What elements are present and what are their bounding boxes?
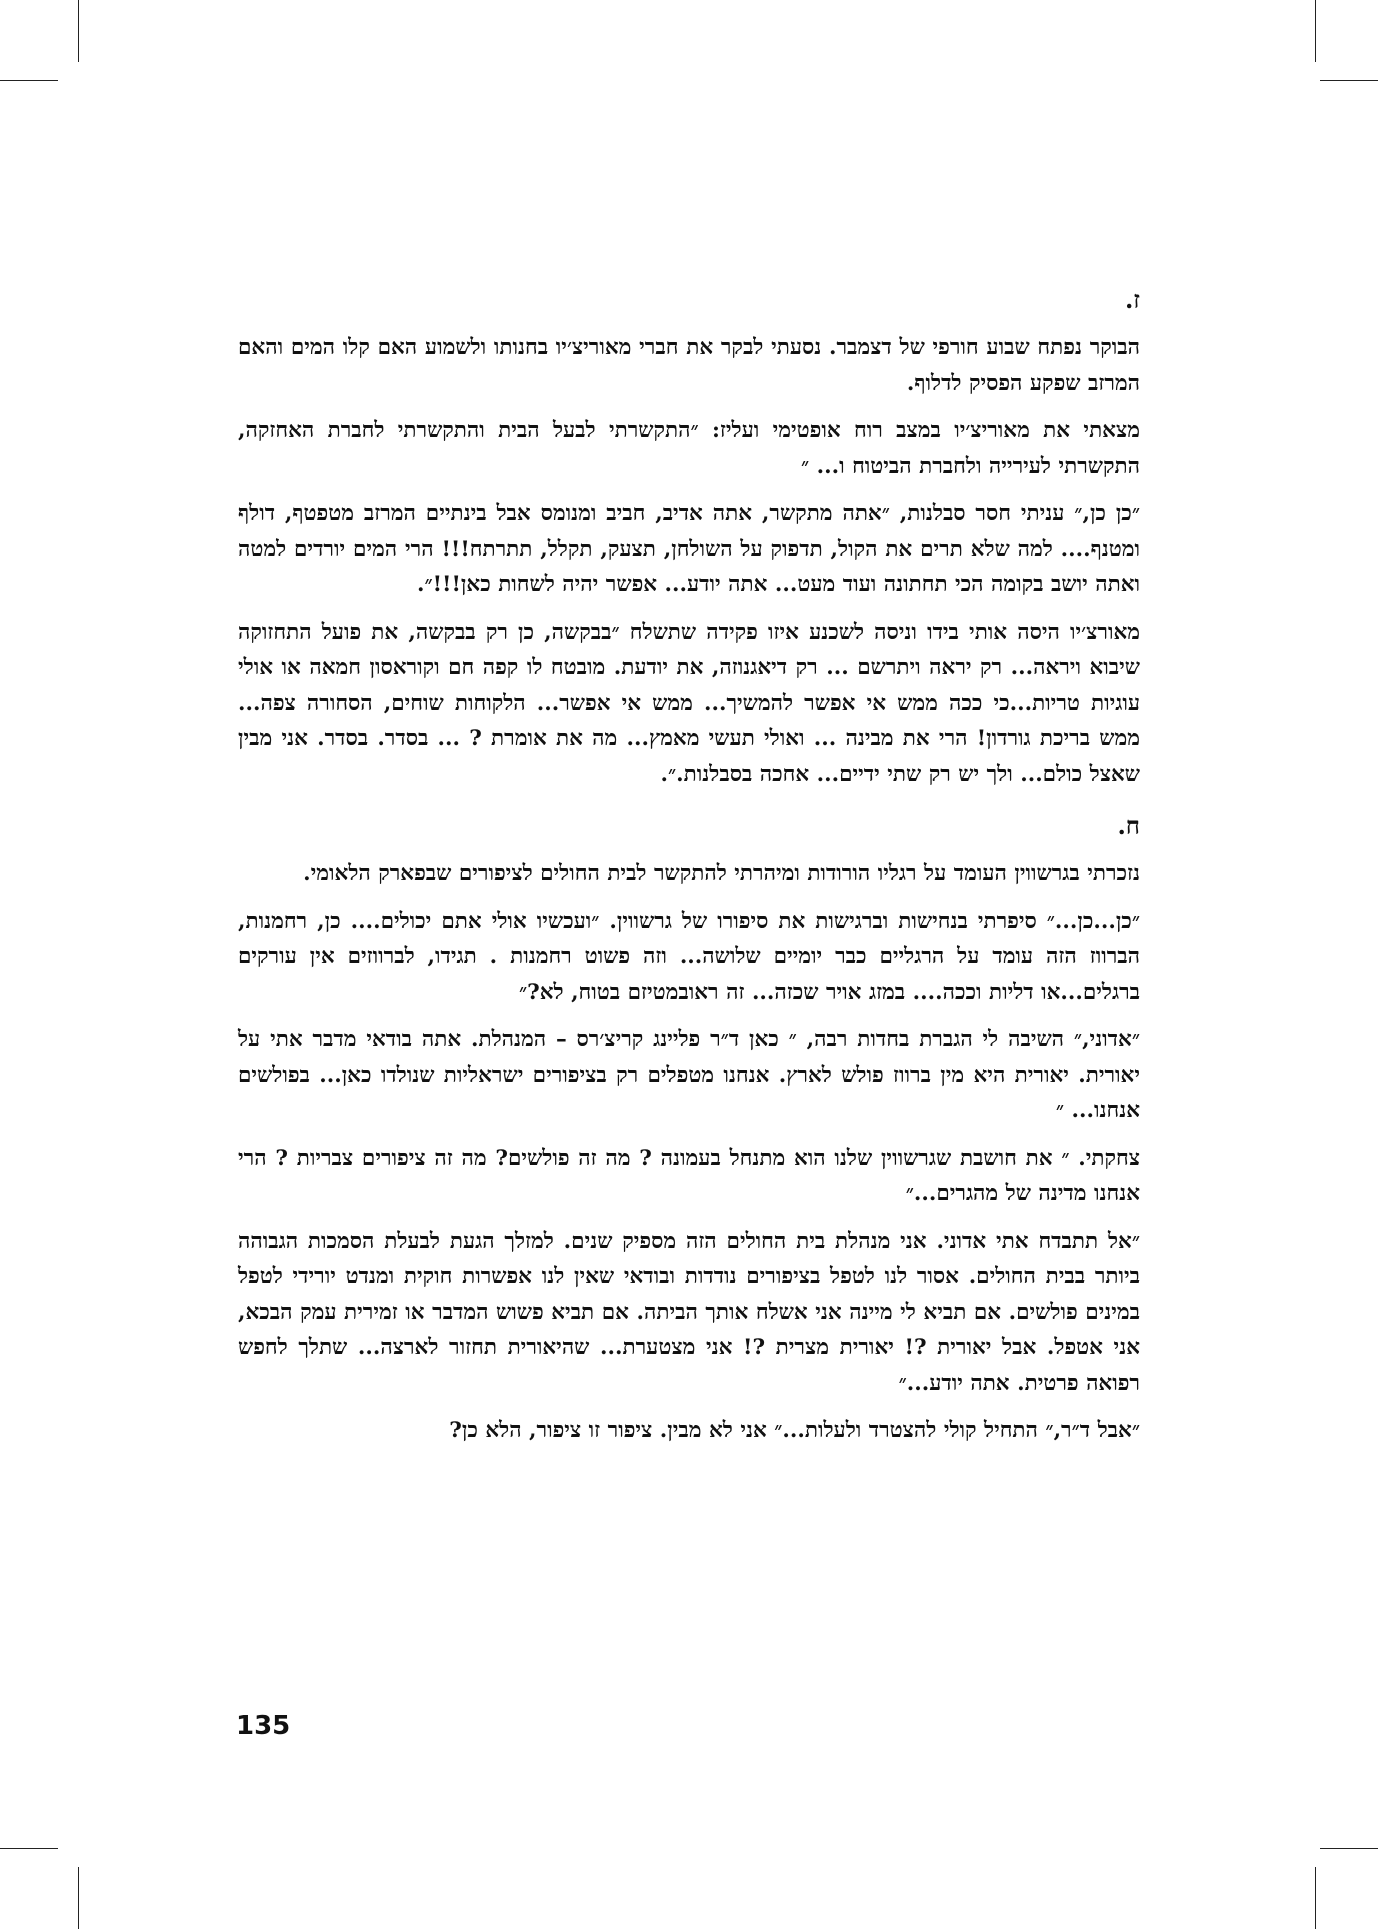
body-text xyxy=(238,282,1140,1461)
crop-mark-right-upper xyxy=(1320,80,1378,81)
paragraph: ״כן כן,״ עניתי חסר סבלנות, ״אתה מתקשר, אתה אדיב, חביב ומנומס אבל בינתיים המרזב מטפטף, דולף ומטנף.... למה שלא תרים את הקול, תדפוק על השולחן, תצעק, תקלל, תתרתח!!! הרי המים יורדים למטה ואתה יושב בקומה הכי תחתונה ועוד מעט... אתה יודע... אפשר יהיה לשחות כאן!!!״. xyxy=(238,501,1140,597)
crop-mark-right-lower xyxy=(1320,1848,1378,1849)
section-heading-zayin: ז. xyxy=(1124,285,1140,314)
section-heading-het: ח. xyxy=(1117,811,1140,840)
paragraph: הבוקר נפתח שבוע חורפי של דצמבר. נסעתי לבקר את חברי מאוריצ׳יו בחנותו ולשמוע האם קלו המים והאם המרזב שפקע הפסיק לדלוף. xyxy=(238,335,1140,396)
paragraph: צחקתי. ״ את חושבת שגרשווין שלנו הוא מתנחל בעמונה ? מה זה פולשים? מה זה ציפורים צבריות ? הרי אנחנו מדינה של מהגרים...״ xyxy=(238,1145,1140,1206)
paragraph: מצאתי את מאוריצ׳יו במצב רוח אופטימי ועליז: ״התקשרתי לבעל הבית והתקשרתי לחברת האחזקה, התקשרתי לעירייה ולחברת הביטוח ו... ״ xyxy=(238,418,1140,479)
crop-mark-left-upper xyxy=(0,80,58,81)
crop-mark-bottom-left xyxy=(78,1867,79,1929)
crop-mark-bottom-right xyxy=(1315,1867,1316,1929)
page-number: 135 xyxy=(236,1711,291,1741)
paragraph: נזכרתי בגרשווין העומד על רגליו הורודות ומיהרתי להתקשר לבית החולים לציפורים שבפארק הלאומי. xyxy=(303,861,1140,886)
crop-mark-top-right xyxy=(1315,0,1316,62)
paragraph: מאורצ׳יו היסה אותי בידו וניסה לשכנע איזו פקידה שתשלח ״בבקשה, כן רק בבקשה, את פועל התחזוקה שיבוא ויראה... רק יראה ויתרשם ... רק דיאגנוזה, את יודעת. מובטח לו קפה חם וקוראסון חמאה או אולי עוגיות טריות...כי ככה ממש אי אפשר להמשיך... ממש אי אפשר... הלקוחות שוחים, הסחורה צפה... ממש בריכת גורדון! הרי את מבינה ... ואולי תעשי מאמץ... מה את אומרת ? ... בסדר. בסדר. אני מבין שאצל כולם... ולך יש רק שתי ידיים... אחכה בסבלנות.״. xyxy=(238,619,1140,787)
crop-mark-left-lower xyxy=(0,1848,58,1849)
paragraph: ״כן...כן...״ סיפרתי בנחישות וברגישות את סיפורו של גרשווין. ״ועכשיו אולי אתם יכולים.... כן, רחמנות, הברווז הזה עומד על הרגליים כבר יומיים שלושה... וזה פשוט רחמנות . תגידו, לברווזים אין עורקים ברגלים...או דליות וככה.... במזג אויר שכזה... זה ראובמטיזם בטוח, לא?״ xyxy=(238,908,1140,1005)
paragraph: ״אדוני,״ השיבה לי הגברת בחדות רבה, ״ כאן ד״ר פליינג קריצ׳רס – המנהלת. אתה בודאי מדבר אתי על יאורית. יאורית היא מין ברווז פולש לארץ. אנחנו מטפלים רק בציפורים ישראליות שנולדו כאן... בפולשים אנחנו... ״ xyxy=(238,1027,1140,1123)
paragraph: ״אבל ד״ר,״ התחיל קולי להצטרד ולעלות...״ אני לא מבין. ציפור זו ציפור, הלא כן? xyxy=(449,1418,1140,1443)
paragraph: ״אל תתבדח אתי אדוני. אני מנהלת בית החולים הזה מספיק שנים. למזלך הגעת לבעלת הסמכות הגבוהה ביותר בבית החולים. אסור לנו לטפל בציפורים נודדות ובודאי שאין לנו אפשרות חוקית ומנדט יורידי לטפל במינים פולשים. אם תביא לי מיינה אני אשלח אותך הביתה. אם תביא פשוש המדבר או זמירית עמק הבכא, אני אטפל. אבל יאורית ?! יאורית מצרית ?! אני מצטערת... שהיאורית תחזור לארצה... שתלך לחפש רפואה פרטית. אתה יודע...״ xyxy=(238,1228,1140,1396)
crop-mark-top-left xyxy=(78,0,79,62)
